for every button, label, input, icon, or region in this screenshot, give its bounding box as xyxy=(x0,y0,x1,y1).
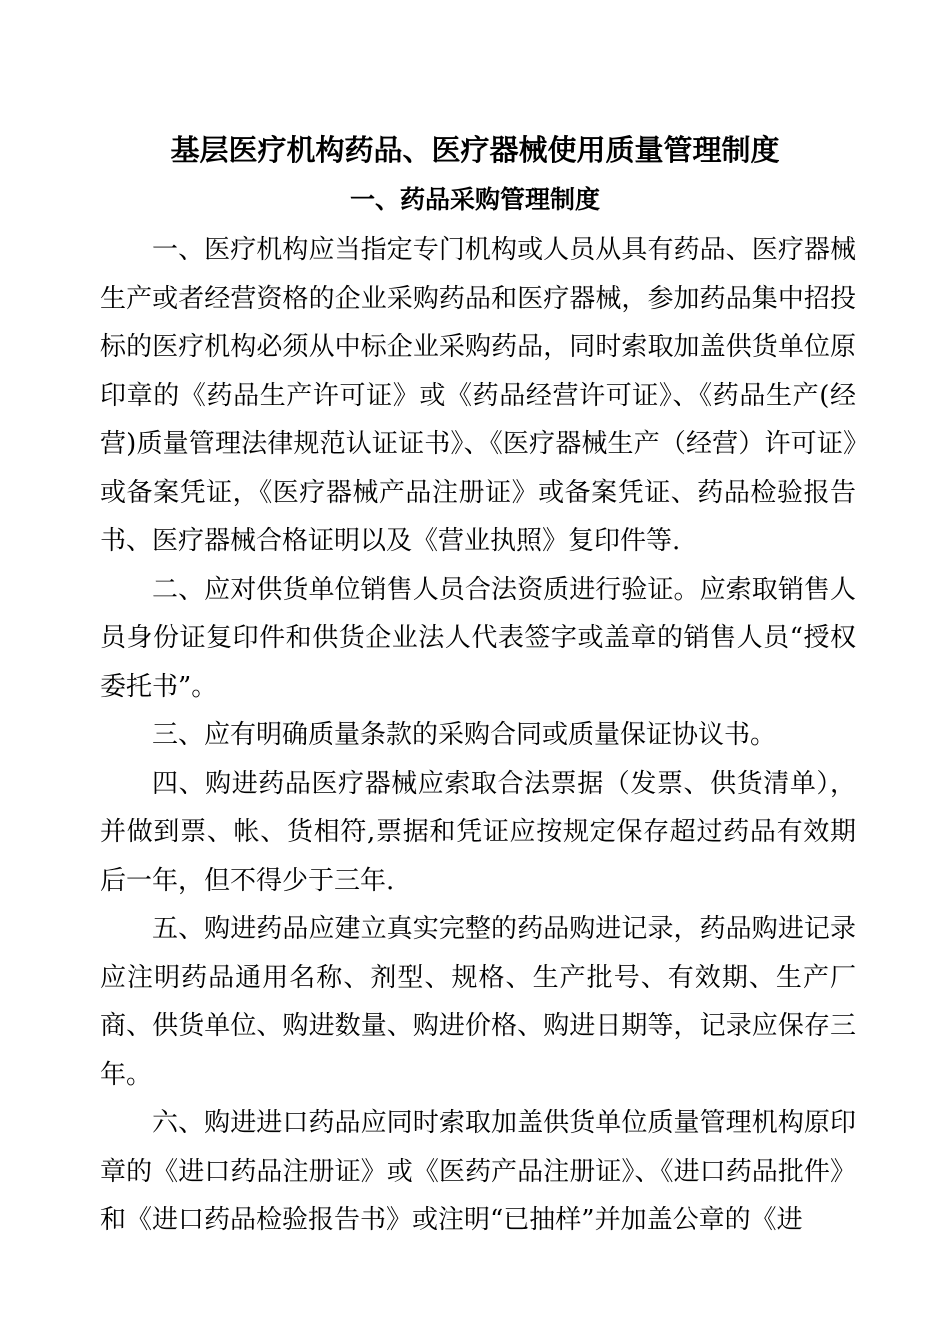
paragraph-4: 四、购进药品医疗器械应索取合法票据（发票、供货清单），并做到票、帐、货相符,票据和凭证应按规定保存超过药品有效期后一年，但不得少于三年. xyxy=(100,768,856,896)
paragraph-1: 一、医疗机构应当指定专门机构或人员从具有药品、医疗器械生产或者经营资格的企业采购药品和医疗器械，参加药品集中招投标的医疗机构必须从中标企业采购药品，同时索取加盖供货单位原印章的《药品生产许可证》或《药品经营许可证》、《药品生产(经营)质量管理法律规范认证证书》、《医疗器械生产（经营）许可证》或备案凭证，《医疗器械产品注册证》或备案凭证、药品检验报告书、医疗器械合格证明以及《营业执照》复印件等. xyxy=(100,235,856,556)
paragraph-5: 五、购进药品应建立真实完整的药品购进记录，药品购进记录应注明药品通用名称、剂型、规格、生产批号、有效期、生产厂商、供货单位、购进数量、购进价格、购进日期等，记录应保存三年。 xyxy=(100,914,856,1090)
paragraph-3: 三、应有明确质量条款的采购合同或质量保证协议书。 xyxy=(152,720,777,750)
document-body xyxy=(100,226,856,1245)
paragraph-6: 六、购进进口药品应同时索取加盖供货单位质量管理机构原印章的《进口药品注册证》或《医药产品注册证》、《进口药品批件》和《进口药品检验报告书》或注明“已抽样”并加盖公章的《进 xyxy=(100,1108,856,1235)
section-title: 一、药品采购管理制度 xyxy=(349,185,600,214)
document-title: 基层医疗机构药品、医疗器械使用质量管理制度 xyxy=(170,133,780,167)
paragraph-2: 二、应对供货单位销售人员合法资质进行验证。应索取销售人员身份证复印件和供货企业法人代表签字或盖章的销售人员“授权委托书”。 xyxy=(100,574,856,702)
